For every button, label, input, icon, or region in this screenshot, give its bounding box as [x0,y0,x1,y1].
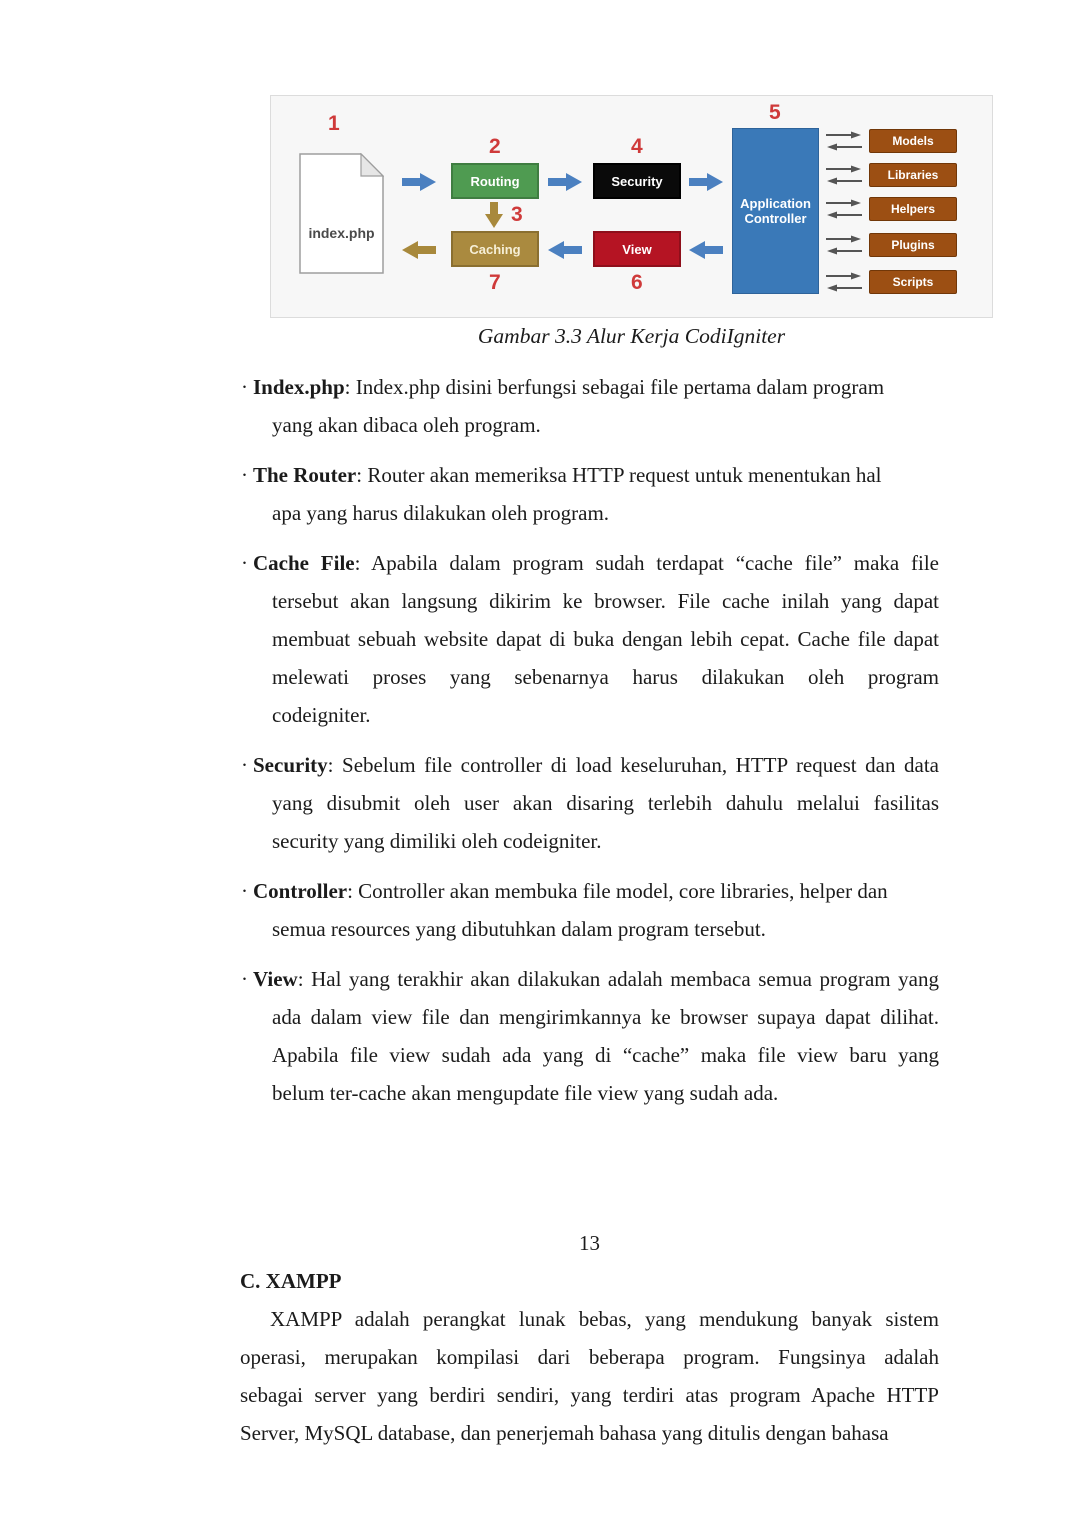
paragraph-line: operasi, merupakan kompilasi dari beberapa program. Fungsinya adalah [240,1345,939,1369]
codeigniter-flow-figure [270,95,993,318]
text-line: semua resources yang dibutuhkan dalam program tersebut. [272,917,766,941]
bullet-text: : Router akan memeriksa HTTP request untuk menentukan hal [356,463,882,487]
bullet-marker: · [241,375,248,399]
step-number-2: 2 [489,135,501,158]
text-line [253,746,939,784]
bullet-marker: · [241,753,248,777]
bullet-term: The Router [253,463,357,487]
bullet-item-router [240,456,939,532]
bullet-marker: · [241,463,248,487]
bullet-term: View [253,967,298,991]
security-node: Security [593,163,681,199]
application-controller-node: Application Controller [732,128,819,294]
bullet-term: Controller [253,879,348,903]
view-node: View [593,231,681,267]
bullet-item-indexphp [240,368,939,444]
text-line: ada dalam view file dan mengirimkannya ke browser supaya dapat dilihat. [272,1005,939,1029]
text-line [253,960,939,998]
step-number-5: 5 [769,101,781,124]
bullet-marker: · [241,551,248,575]
component-libraries: Libraries [869,163,957,187]
bullet-item-view [240,960,939,1112]
figure-caption: Gambar 3.3 Alur Kerja CodiIgniter [477,324,786,348]
text-line: apa yang harus dilakukan oleh program. [272,501,610,525]
bullet-item-security [240,746,939,860]
index-php-node [299,153,384,274]
step-number-6: 6 [631,271,643,294]
bullet-text: : Sebelum file controller di load keseluruhan, HTTP request dan data [327,753,939,777]
text-line: membuat sebuah website dapat di buka dengan lebih cepat. Cache file dapat [272,627,939,651]
bullet-term: Index.php [253,375,345,399]
flow-arrow-view-to-caching [548,240,582,260]
paragraph-line: sebagai server yang berdiri sendiri, yang terdiri atas program Apache HTTP [240,1383,939,1407]
bullet-item-cachefile [240,544,939,734]
bullet-term: Cache File [253,551,355,575]
bullet-text: : Index.php disini berfungsi sebagai file pertama dalam program [344,375,885,399]
text-line [253,368,939,406]
paragraph-line: XAMPP adalah perangkat lunak bebas, yang mendukung banyak sistem [270,1307,939,1331]
step-number-7: 7 [489,271,501,294]
component-plugins: Plugins [869,233,957,257]
step-number-1: 1 [328,112,340,135]
bullet-marker: · [241,967,248,991]
text-line: yang disubmit oleh user akan disaring terlebih dahulu melalui fasilitas [272,791,939,815]
text-line: security yang dimiliki oleh codeigniter. [272,829,602,853]
bullet-text: : Hal yang terakhir akan dilakukan adalah membaca semua program yang [297,967,939,991]
bullet-term: Security [253,753,328,777]
text-line [253,872,939,910]
text-line: belum ter-cache akan mengupdate file view yang sudah ada. [272,1081,779,1105]
page-body [240,356,939,1452]
step-number-3: 3 [511,203,523,226]
component-scripts: Scripts [869,270,957,294]
exchange-arrows-icon [826,234,862,256]
exchange-arrows-icon [826,198,862,220]
page-number: 13 [579,1231,600,1255]
routing-node: Routing [451,163,539,199]
xampp-paragraph [240,1300,939,1452]
text-line [253,456,939,494]
flow-arrow-routing-to-caching [484,202,504,228]
component-helpers: Helpers [869,197,957,221]
paragraph-line: Server, MySQL database, dan penerjemah bahasa yang ditulis dengan bahasa [240,1421,889,1445]
exchange-arrows-icon [826,271,862,293]
text-line: Apabila file view sudah ada yang di “cache” maka file view baru yang [272,1043,939,1067]
step-number-4: 4 [631,135,643,158]
bullet-item-controller [240,872,939,948]
index-php-label: index.php [308,225,375,241]
text-line: tersebut akan langsung dikirim ke browser. File cache inilah yang dapat [272,589,939,613]
text-line: codeigniter. [272,703,371,727]
flow-arrow-routing-to-security [548,172,582,192]
text-line: yang akan dibaca oleh program. [272,413,541,437]
text-line [253,544,939,582]
caching-node: Caching [451,231,539,267]
text-line: melewati proses yang sebenarnya harus dilakukan oleh program [272,665,939,689]
flow-arrow-controller-to-view [689,240,723,260]
flow-arrow-index-to-routing [402,172,436,192]
bullet-text: : Apabila dalam program sudah terdapat “cache file” maka file [354,551,939,575]
flow-arrow-caching-to-index [402,240,436,260]
flow-arrow-security-to-controller [689,172,723,192]
component-models: Models [869,129,957,153]
bullet-text: : Controller akan membuka file model, core libraries, helper dan [347,879,888,903]
exchange-arrows-icon [826,130,862,152]
bullet-marker: · [241,879,248,903]
document-icon [299,153,384,274]
exchange-arrows-icon [826,164,862,186]
section-heading-xampp: C. XAMPP [240,1269,342,1293]
